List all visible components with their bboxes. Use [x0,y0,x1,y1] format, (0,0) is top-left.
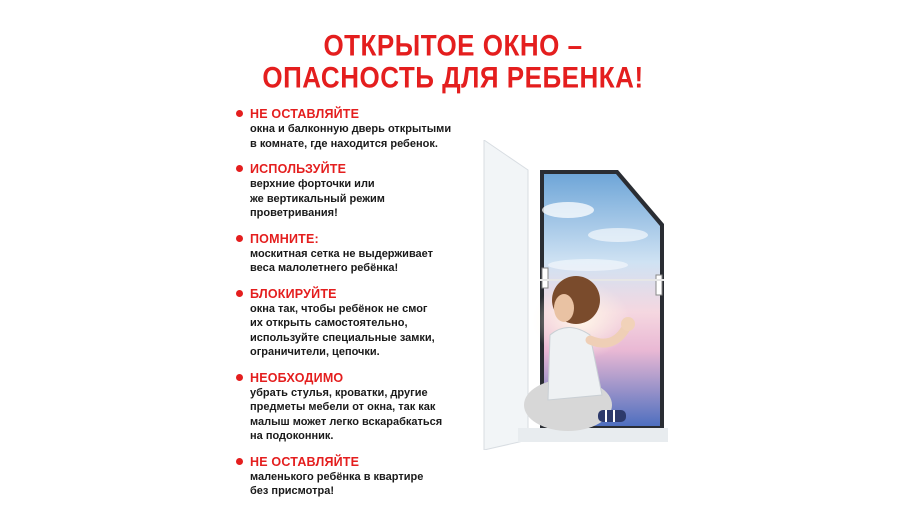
rule-text: маленького ребёнка в квартире без присмотра! [250,470,424,497]
rule-item [236,106,466,151]
rule-text: окна так, чтобы ребёнок не смог их открыть самостоятельно, используйте специальные замки, ограничители, цепочки. [250,302,435,358]
rule-item [236,161,466,221]
rule-text: убрать стулья, кроватки, другие предметы мебели от окна, так как малыш может легко вскарабкаться на подоконник. [250,386,443,442]
rule-heading: НЕОБХОДИМО [250,370,344,385]
rule-heading: БЛОКИРУЙТЕ [250,286,337,301]
bullet-icon [236,290,243,297]
bullet-icon [236,458,243,465]
bullet-icon [236,235,243,242]
bullet-icon [236,110,243,117]
rule-text: окна и балконную дверь открытыми в комнате, где находится ребенок. [250,123,452,150]
poster-title-line-1: ОТКРЫТОЕ ОКНО – [323,27,583,63]
safety-rules-list [236,106,466,509]
poster-title-line-2: ОПАСНОСТЬ ДЛЯ РЕБЕНКА! [262,59,644,95]
rule-item [236,454,466,499]
rule-text: верхние форточки или же вертикальный режим проветривания! [250,178,385,219]
rule-heading: НЕ ОСТАВЛЯЙТЕ [250,107,360,121]
rule-heading: ПОМНИТЕ: [250,231,319,246]
rule-heading: ИСПОЛЬЗУЙТЕ [250,162,347,176]
bullet-icon [236,165,243,172]
child-at-window-illustration [478,140,674,450]
bullet-icon [236,374,243,381]
rule-item [236,286,466,360]
rule-text: москитная сетка не выдерживает веса малолетнего ребёнка! [250,247,434,274]
rule-heading: НЕ ОСТАВЛЯЙТЕ [250,454,360,469]
rule-item [236,231,466,276]
rule-item [236,370,466,444]
